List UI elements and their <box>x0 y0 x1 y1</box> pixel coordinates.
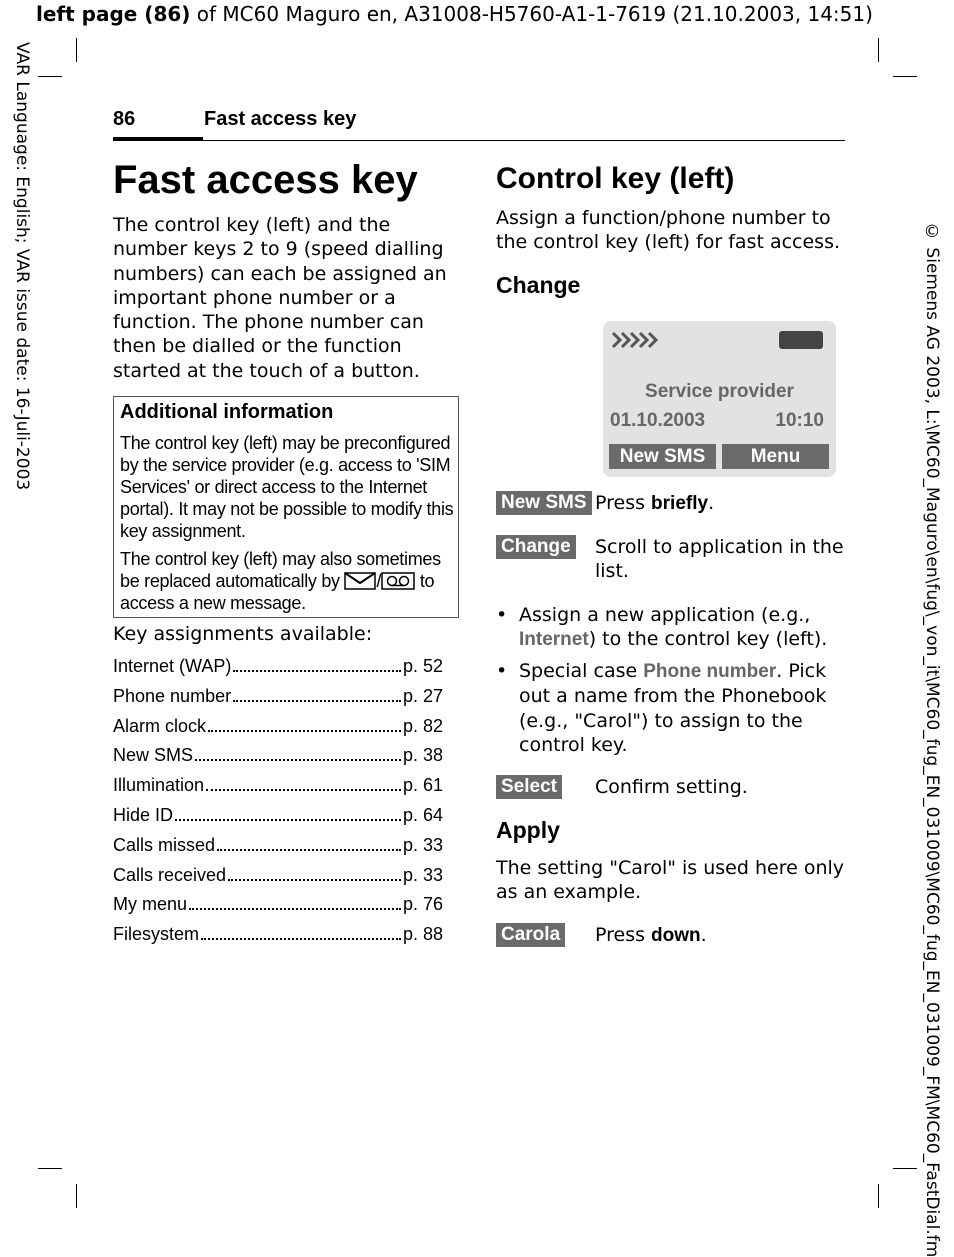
key-new-sms[interactable]: New SMS <box>496 491 592 515</box>
signal-icon <box>611 331 659 353</box>
info-box <box>113 396 459 618</box>
toc-page: p. 82 <box>402 715 443 736</box>
toc-leader <box>208 719 401 732</box>
crop-mark <box>878 1184 879 1208</box>
toc-leader <box>217 838 401 851</box>
toc-page: p. 88 <box>402 924 443 945</box>
toc-row[interactable] <box>113 805 443 835</box>
bullet-text-part: Assign a new application (e.g., <box>519 604 811 626</box>
display-time: 10:10 <box>775 410 824 431</box>
toc-page: p. 64 <box>402 804 443 825</box>
display-date: 01.10.2003 <box>610 410 706 431</box>
toc-leader <box>233 659 401 672</box>
bullet-text-part: . Pick out a name from the Phonebook (e.g., "Carol") to assign to the control key. <box>519 660 827 756</box>
crop-mark <box>893 1168 917 1169</box>
toc-label: My menu <box>113 894 188 915</box>
key-change[interactable]: Change <box>496 535 576 559</box>
toc-leader <box>201 927 401 940</box>
step-text: . <box>708 492 715 514</box>
toc-leader <box>195 748 401 761</box>
crop-mark <box>76 38 77 62</box>
toc-leader <box>228 868 401 881</box>
info-heading: Additional information <box>120 401 334 423</box>
battery-icon <box>779 331 823 349</box>
bullet-item <box>496 659 846 757</box>
toc-label: Calls received <box>113 864 227 885</box>
toc-page: p. 38 <box>402 745 443 766</box>
softkey-menu[interactable]: Menu <box>722 444 829 469</box>
section-intro: Assign a function/phone number to the control key (left) for fast access. <box>496 207 841 254</box>
info-paragraph <box>120 548 454 614</box>
toc-row[interactable] <box>113 924 443 954</box>
crop-mark <box>38 1168 62 1169</box>
header-rule-accent <box>113 137 203 141</box>
toc-row[interactable] <box>113 775 443 805</box>
toc-label: Filesystem <box>113 924 200 945</box>
crop-mark <box>878 38 879 62</box>
apply-heading: Apply <box>496 817 560 843</box>
bullet-dot: • <box>496 604 508 626</box>
key-carola[interactable]: Carola <box>496 923 565 947</box>
phone-display <box>603 321 836 477</box>
header-rule <box>113 140 845 141</box>
step-text: . <box>700 924 707 946</box>
step-emphasis: down <box>651 925 701 946</box>
toc-row[interactable] <box>113 865 443 895</box>
toc-label: Calls missed <box>113 834 216 855</box>
step-emphasis: briefly <box>651 493 709 514</box>
toc-row[interactable] <box>113 745 443 775</box>
info-text: The control key (left) may also sometimes be replaced automatically by <box>120 549 441 591</box>
toc-row[interactable] <box>113 894 443 924</box>
softkey-new-sms[interactable]: New SMS <box>609 444 716 469</box>
info-paragraph: The control key (left) may be preconfigured by the service provider (e.g. access to 'SIM Services' or direct access to the Internet portal). It may not be possible to modify this key assignment. <box>120 433 454 541</box>
toc-page: p. 52 <box>402 656 443 676</box>
toc-label: Hide ID <box>113 804 174 825</box>
toc-label: Alarm clock <box>113 715 207 736</box>
toc-label: Illumination <box>113 775 205 796</box>
key-assignments-label: Key assignments available: <box>113 623 373 645</box>
step-description: Confirm setting. <box>595 776 748 798</box>
provider-name: Service provider <box>645 381 794 402</box>
step-description <box>595 923 707 948</box>
running-title: Fast access key <box>204 108 357 130</box>
toc-leader <box>233 689 401 702</box>
intro-paragraph: The control key (left) and the number keys 2 to 9 (speed dialling numbers) can each be assigned an important phone number or a function. The phone number can then be dialled or the function started at the touch of a button. <box>113 214 447 382</box>
inline-key: Internet <box>519 629 589 651</box>
icon-separator: / <box>376 571 382 591</box>
toc-list <box>113 656 443 954</box>
change-heading: Change <box>496 272 581 298</box>
step-text: Press <box>595 924 652 946</box>
crop-mark <box>38 76 62 77</box>
toc-leader <box>175 808 401 821</box>
bullet-text <box>519 659 846 757</box>
toc-label: Internet (WAP) <box>113 656 232 676</box>
side-note-right: © Siemens AG 2003, L:\MC60_Maguro\en\fug\_von_it\MC60_fug_EN_031009\MC60_fug_EN_031009_FM\MC60_FastDial.fm <box>922 222 942 1257</box>
info-text: to access a new message. <box>120 571 435 613</box>
step-description: Scroll to application in the list. <box>595 536 844 583</box>
toc-row[interactable] <box>113 656 443 686</box>
envelope-icon <box>344 572 376 590</box>
key-select[interactable]: Select <box>496 775 562 799</box>
step-text: Press <box>595 492 652 514</box>
toc-label: Phone number <box>113 685 232 706</box>
apply-paragraph: The setting "Carol" is used here only as an example. <box>496 857 845 904</box>
toc-leader <box>189 897 401 910</box>
step-description <box>595 491 714 516</box>
toc-row[interactable] <box>113 686 443 716</box>
inline-key: Phone number <box>643 661 777 682</box>
side-note-left: VAR Language: English; VAR issue date: 16-Juli-2003 <box>12 42 32 491</box>
bullet-text-part: Special case <box>519 660 644 682</box>
toc-row[interactable] <box>113 716 443 746</box>
bullet-dot: • <box>496 660 508 682</box>
toc-row[interactable] <box>113 835 443 865</box>
toc-leader <box>206 778 401 791</box>
page-number: 86 <box>113 108 136 130</box>
bullet-item <box>496 603 846 653</box>
bullet-text-part: ) to the control key (left). <box>588 628 828 651</box>
toc-page: p. 33 <box>402 864 443 885</box>
print-header-bold: left page (86) <box>36 2 191 26</box>
print-header-text: of MC60 Maguro en, A31008-H5760-A1-1-7619 (21.10.2003, 14:51) <box>190 2 873 26</box>
toc-label: New SMS <box>113 745 194 766</box>
bullet-text <box>519 603 846 653</box>
page-title: Fast access key <box>113 158 418 202</box>
toc-page: p. 61 <box>402 775 443 796</box>
crop-mark <box>76 1184 77 1208</box>
toc-page: p. 33 <box>402 834 443 855</box>
print-header <box>36 2 873 26</box>
crop-mark <box>893 76 917 77</box>
section-title: Control key (left) <box>496 162 735 195</box>
voicemail-icon <box>381 572 415 590</box>
toc-page: p. 76 <box>402 894 443 915</box>
toc-page: p. 27 <box>402 685 443 706</box>
